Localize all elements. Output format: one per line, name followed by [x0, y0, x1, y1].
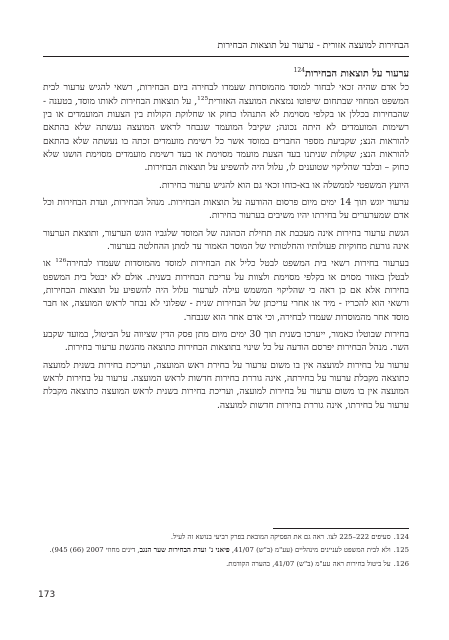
- main-content: [43, 64, 409, 417]
- footnote-ref-124[interactable]: 124: [293, 67, 306, 74]
- footnote-125: 125.ולא לבית המשפט לעניינים מינהליים (עע"מ (ב"ש) 41/07, פיאני נ' ועדת הבחירות שער הנגב, דינים מחוזי 2007 (66) 945).: [49, 546, 409, 555]
- section-heading-text: ערעור על תוצאות הבחירות: [305, 68, 409, 80]
- paragraph-attorney-general: היועץ המשפטי לממשלה או בא-כוחו זכאי גם הוא להגיש ערעור בחירות.: [158, 180, 409, 191]
- footnotes: [43, 532, 409, 572]
- paragraph-council-vs-head: ערעור על בחירות למועצה אין בו משום ערעור על בחירת ראש המועצה, ועריכת בחירות בשנית למועצה כתוצאה מקבלת ערעור על בחירתה, אינה גוררת בחירות חדשות לראש המועצה. ערעור על בחירות לראש המועצה אין בו משום ערעור על בחירות למועצה, ועריכת בחירות בשנית לראש המועצה כתוצאה מקבלת ערעור על בחירתו, אינה גוררת בחירות חדשות למועצה.: [43, 360, 409, 411]
- paragraph-no-stay: הגשת ערעור בחירות אינה מעכבת את תחילת הכהונה של המוסד שלגביו הוגש הערעור, ותוצאת הערעור אינה גורעת מחוקיות פעולותיו והחלטותיו של המוסד האמור עד למתן ההחלטה בערעור.: [43, 228, 409, 253]
- section-heading: [43, 64, 409, 80]
- paragraph-filing-deadline: ערעור יוגש תוך 14 ימים מיום פרסום ההודעה על תוצאות הבחירות. מנהל הבחירות, ועדת הבחירות וכל אדם שמערערים על בחירתו יהיו משיבים בערעור בחירות.: [43, 198, 409, 222]
- footnote-126: 126.על ביטול בחירות ראה עע"מ (ב"ש) 41/07, בהערה הקודמת.: [226, 559, 409, 568]
- running-header: הבחירות למועצה אזורית - ערעור על תוצאות הבחירות: [217, 40, 409, 51]
- case-name: פיאני נ' ועדת הבחירות שער הנגב: [139, 546, 230, 555]
- header-divider: [43, 56, 409, 57]
- paragraph-right-to-appeal: כל אדם שהיה זכאי לבחור למוסד מהמוסדות שעמדו לבחירה ביום הבחירות, רשאי להגיש ערעור לבית המשפט המחוזי שבתחום שיפוטו נמצאת המועצה האזורית$^{125}$, על תוצאות הבחירות לאותו מוסד, בטענה - שהבחירות בכללן או בקלפי מסוימת לא התנהלו כחוק או שחלוקת הקולות בין הצעות המועמדים או בין רשימות המועמדים לא היתה נכונה; שקיבל המועמד שנבחר לראש המועצה נעשתה שלא בהתאם להוראות הנצ; שקביעת מספר החברים במוסד אשר כל רשימת מועמדים זכתה בו נעשתה שלא בהתאם להוראות הנצ; שקולות שניתנו בעד הצעת מועמד מסוימת או בעד רשימת מועמדים מסוימת הושגו שלא כחוק – ובלבד שהליקוי שטוענים לו, עלול היה להשפיע על תוצאות הבחירות.: [43, 83, 409, 174]
- footnote-124: 124.סעיפים 222–225 לצו. ראה גם את הפסיקה המובאת בפרק רביעי בנושא זה לעיל.: [170, 533, 409, 541]
- footnote-divider: [273, 528, 409, 529]
- page-number: 173: [38, 590, 56, 600]
- footnote-ref-126[interactable]: 126: [55, 258, 67, 265]
- paragraph-court-powers: בערעור בחירות רשאי בית המשפט לבטל כליל את הבחירות למוסד מהמוסדות שעמדו לבחירה$^{126}$ או לבטלן באזור מסוים או בקלפי מסוימת ולצוות על עריכת הבחירות בשנית. אולם לא יבטל בית המשפט בחירות אלא אם כן ראה כי שהליקוי המשמש עילה לערעור עלול היה להשפיע על תוצאות הבחירות, ורשאי הוא להכריז - מיד או אחרי עריכתן של הבחירות שנית - שפלוני לא נבחר לראש המועצה, או חבר מוסד אחר מהמוסדות שעמדו לבחירה, וכי אדם אחר הוא שנבחר.: [43, 258, 409, 323]
- paragraph-rerun-elections: בחירות שבוטלו כאמור, ייערכו בשנית תוך 30 ימים מיום מתן פסק הדין שציווה על הביטול, במועד שקבע השר. מנהל הבחירות יפרסם הודעה על כל שינוי בתוצאות הבחירות כתוצאה מהגשת ערעור בחירות.: [43, 330, 409, 354]
- footnote-ref-125[interactable]: 125: [197, 95, 209, 102]
